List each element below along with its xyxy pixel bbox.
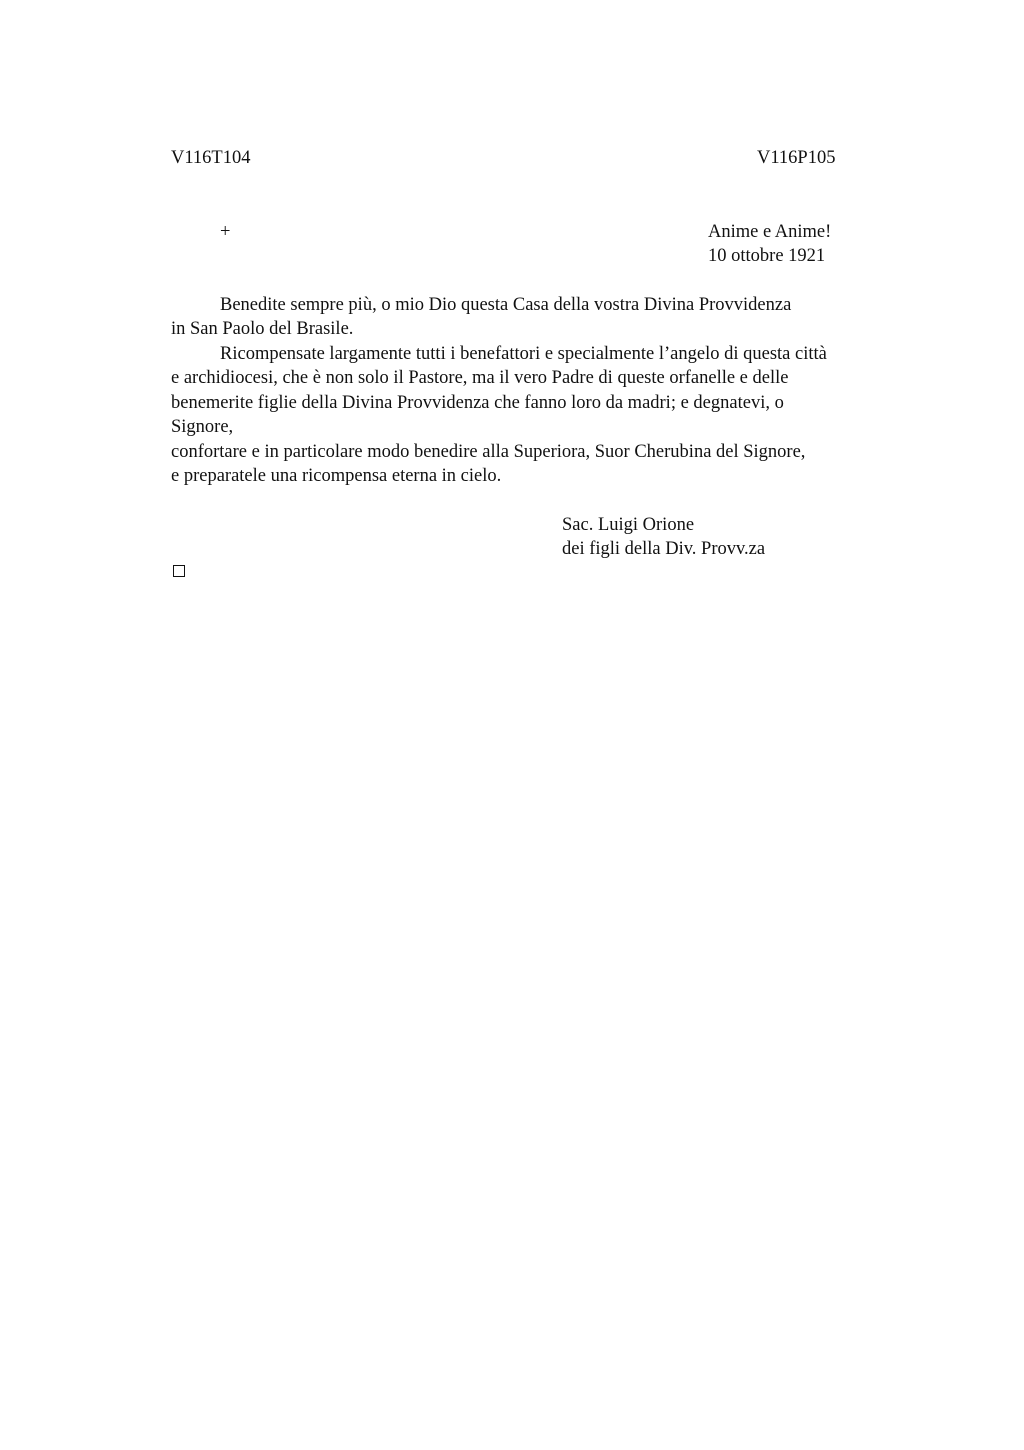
signature-name: Sac. Luigi Orione <box>562 515 695 535</box>
body-line: Benedite sempre più, o mio Dio questa Casa della vostra Divina Provvidenza <box>220 295 792 315</box>
header-right-code: V116P105 <box>757 148 836 168</box>
motto: Anime e Anime! <box>708 222 832 242</box>
body-line: in San Paolo del Brasile. <box>171 319 354 339</box>
empty-box-symbol <box>173 565 185 577</box>
body-line: e archidiocesi, che è non solo il Pastore, ma il vero Padre di queste orfanelle e delle <box>171 368 789 388</box>
cross-symbol: + <box>220 222 231 242</box>
body-line: e preparatele una ricompensa eterna in cielo. <box>171 466 502 486</box>
body-line: Signore, <box>171 417 234 437</box>
body-line: benemerite figlie della Divina Provvidenza che fanno loro da madri; e degnatevi, o <box>171 393 784 413</box>
body-line: Ricompensate largamente tutti i benefattori e specialmente l’angelo di questa città <box>220 344 827 364</box>
letter-date: 10 ottobre 1921 <box>708 246 826 266</box>
header-left-code: V116T104 <box>171 148 251 168</box>
body-line: confortare e in particolare modo benedire alla Superiora, Suor Cherubina del Signore, <box>171 442 806 462</box>
signature-title: dei figli della Div. Provv.za <box>562 539 766 559</box>
